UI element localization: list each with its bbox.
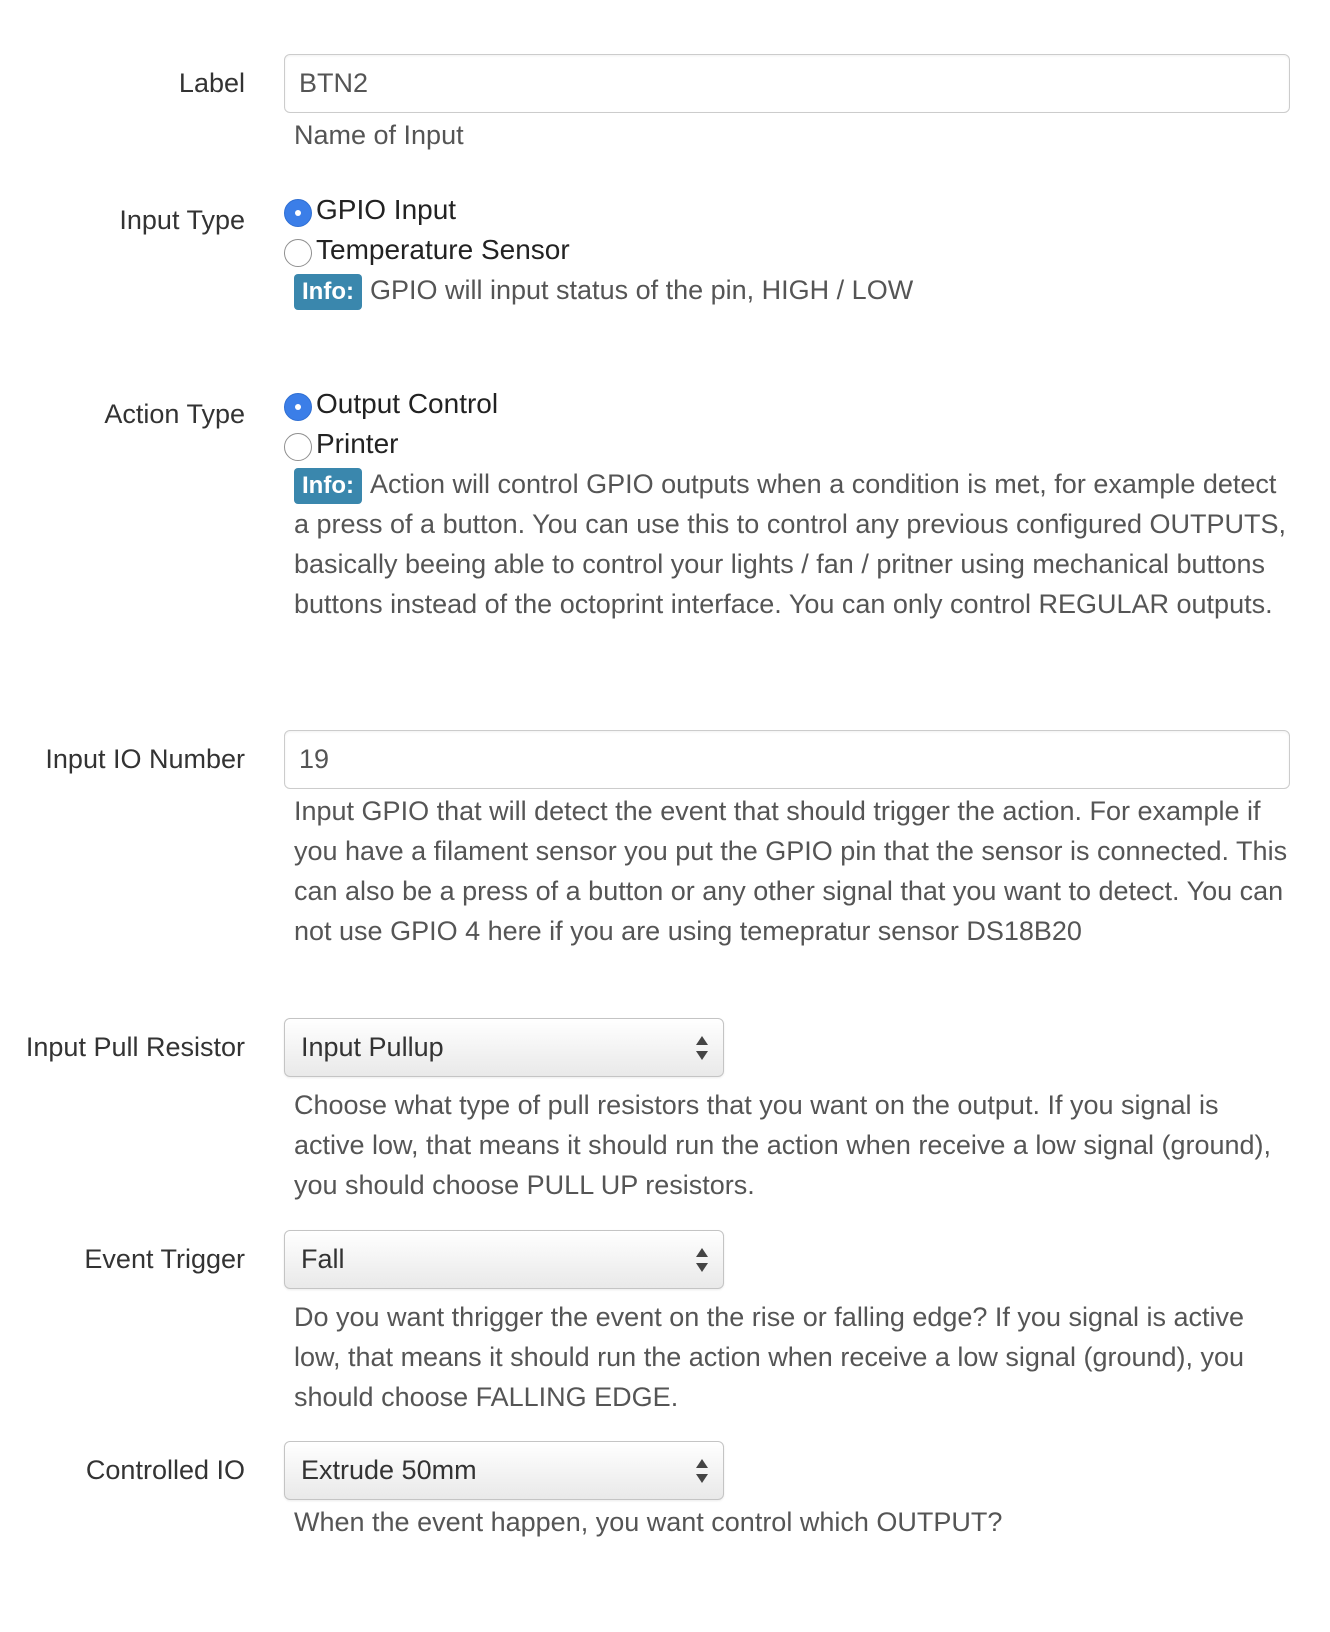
event-trigger-label: Event Trigger xyxy=(84,1244,245,1274)
input-pull-resistor-selected-value[interactable]: Input Pullup xyxy=(301,1032,444,1062)
info-badge: Info: xyxy=(294,468,362,504)
action-type-label: Action Type xyxy=(104,399,245,429)
select-arrows-icon[interactable] xyxy=(695,1245,709,1275)
action-type-controls xyxy=(284,384,1290,624)
radio-option-temperature-sensor[interactable] xyxy=(284,230,1290,270)
controlled-io-help-text: When the event happen, you want control which OUTPUT? xyxy=(294,1507,1003,1537)
input-type-info xyxy=(284,270,1290,310)
action-type-info-text: Action will control GPIO outputs when a condition is met, for example detect a press of a button. You can use this to control any previous configured OUTPUTS, basically beeing able to control your lights / fan / pritner using mechanical buttons buttons instead of the octoprint interface. You can only control REGULAR outputs. xyxy=(294,469,1287,619)
input-pull-resistor-select[interactable] xyxy=(284,1018,724,1077)
info-badge: Info: xyxy=(294,274,362,310)
input-type-controls xyxy=(284,190,1290,310)
radio-label-printer[interactable]: Printer xyxy=(316,428,399,459)
event-trigger-controls xyxy=(284,1230,1290,1417)
label-field-controls xyxy=(284,54,1290,155)
input-io-number-label: Input IO Number xyxy=(45,744,245,774)
input-io-number-help-text: Input GPIO that will detect the event that should trigger the action. For example if you have a filament sensor you put the GPIO pin that the sensor is connected. This can also be a press of a button or any other signal that you want to detect. You can not use GPIO 4 here if you are using temepratur sensor DS18B20 xyxy=(294,796,1288,946)
input-type-info-text: GPIO will input status of the pin, HIGH / LOW xyxy=(369,275,914,305)
input-pull-resistor-label: Input Pull Resistor xyxy=(25,1032,245,1062)
radio-option-output-control[interactable] xyxy=(284,384,1290,424)
label-field-label: Label xyxy=(178,68,245,98)
controlled-io-selected-value[interactable]: Extrude 50mm xyxy=(301,1455,477,1485)
select-arrows-icon[interactable] xyxy=(695,1033,709,1063)
radio-unchecked-icon[interactable] xyxy=(284,433,312,461)
event-trigger-help-text: Do you want thrigger the event on the rise or falling edge? If you signal is active low, that means it should run the action when receive a low signal (ground), you should choose FALLING EDGE. xyxy=(294,1302,1245,1412)
input-pull-resistor-help-text: Choose what type of pull resistors that you want on the output. If you signal is active low, that means it should run the action when receive a low signal (ground), you should choose PULL UP resistors. xyxy=(294,1090,1272,1200)
label-help-text: Name of Input xyxy=(294,120,464,150)
controlled-io-label: Controlled IO xyxy=(85,1455,245,1485)
controlled-io-select[interactable] xyxy=(284,1441,724,1500)
radio-checked-icon[interactable] xyxy=(284,393,312,421)
radio-option-printer[interactable] xyxy=(284,424,1290,464)
radio-label-output-control[interactable]: Output Control xyxy=(316,388,499,419)
select-arrows-icon[interactable] xyxy=(695,1456,709,1486)
radio-option-gpio-input[interactable] xyxy=(284,190,1290,230)
input-io-number-controls xyxy=(284,730,1290,951)
event-trigger-select[interactable] xyxy=(284,1230,724,1289)
controlled-io-controls xyxy=(284,1441,1290,1542)
radio-unchecked-icon[interactable] xyxy=(284,239,312,267)
radio-label-temperature-sensor[interactable]: Temperature Sensor xyxy=(316,234,570,265)
action-type-info xyxy=(284,464,1290,624)
radio-label-gpio-input[interactable]: GPIO Input xyxy=(316,194,457,225)
input-io-number-input[interactable]: 19 xyxy=(284,730,1290,789)
input-pull-resistor-controls xyxy=(284,1018,1290,1205)
radio-checked-icon[interactable] xyxy=(284,199,312,227)
input-type-label: Input Type xyxy=(119,205,245,235)
label-input[interactable]: BTN2 xyxy=(284,54,1290,113)
event-trigger-selected-value[interactable]: Fall xyxy=(301,1244,345,1274)
